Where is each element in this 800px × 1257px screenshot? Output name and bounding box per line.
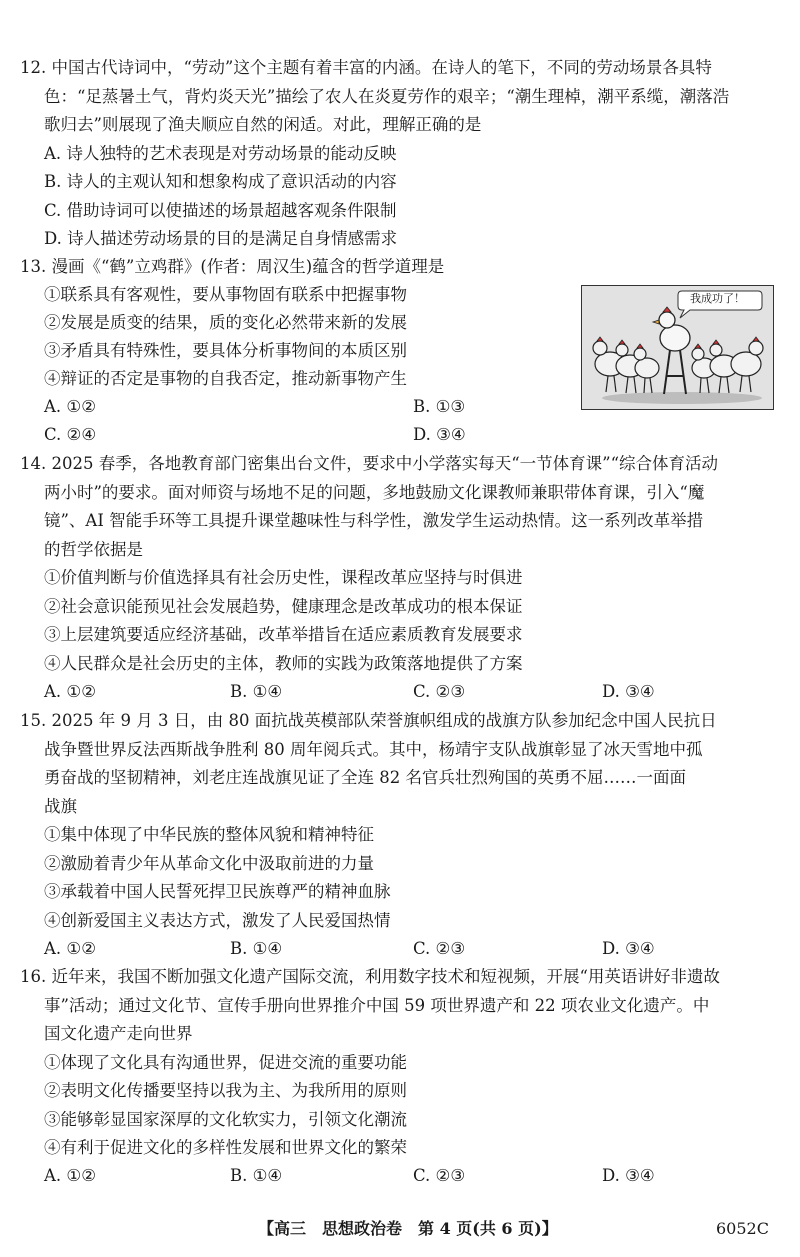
question-16-option-a[interactable]: A. ①② xyxy=(44,1166,96,1185)
question-13-option-b[interactable]: B. ①③ xyxy=(413,397,466,416)
question-16-stem-line-1: 16. 近年来，我国不断加强文化遗产国际交流，利用数字技术和短视频，开展“用英语讲好非遗故 xyxy=(20,967,720,986)
footer-page-label: 【高三 思想政治卷 第 4 页(共 6 页)】 xyxy=(258,1219,558,1238)
question-16-statement-4: ④有利于促进文化的多样性发展和世界文化的繁荣 xyxy=(44,1138,407,1157)
question-14-stem-line-1: 14. 2025 春季，各地教育部门密集出台文件，要求中小学落实每天“一节体育课”“综合体育活动 xyxy=(20,454,719,473)
question-14-option-c[interactable]: C. ②③ xyxy=(413,682,466,701)
question-12-option-d[interactable]: D. 诗人描述劳动场景的目的是满足自身情感需求 xyxy=(44,229,398,248)
question-14-option-b[interactable]: B. ①④ xyxy=(230,682,283,701)
question-12-option-c[interactable]: C. 借助诗词可以使描述的场景超越客观条件限制 xyxy=(44,201,397,220)
question-12-option-b[interactable]: B. 诗人的主观认知和想象构成了意识活动的内容 xyxy=(44,172,397,191)
question-12-stem-line-1: 12. 中国古代诗词中，“劳动”这个主题有着丰富的内涵。在诗人的笔下，不同的劳动场景各具特 xyxy=(20,58,712,77)
question-14-statement-1: ①价值判断与价值选择具有社会历史性，课程改革应坚持与时俱进 xyxy=(44,568,523,587)
question-15-statement-3: ③承载着中国人民誓死捍卫民族尊严的精神血脉 xyxy=(44,882,391,901)
cartoon-caption: 我成功了！ xyxy=(690,292,745,305)
question-14-statement-3: ③上层建筑要适应经济基础，改革举措旨在适应素质教育发展要求 xyxy=(44,625,523,644)
question-15-option-c[interactable]: C. ②③ xyxy=(413,939,466,958)
question-15-option-a[interactable]: A. ①② xyxy=(44,939,96,958)
question-15-statement-4: ④创新爱国主义表达方式，激发了人民爱国热情 xyxy=(44,911,391,930)
question-16-stem-line-3: 国文化遗产走向世界 xyxy=(44,1024,193,1043)
question-14-option-d[interactable]: D. ③④ xyxy=(602,682,655,701)
question-16-option-b[interactable]: B. ①④ xyxy=(230,1166,283,1185)
question-15-stem-line-3: 勇奋战的坚韧精神，刘老庄连战旗见证了全连 82 名官兵壮烈殉国的英勇不屈……一面面 xyxy=(44,768,686,787)
question-12-stem-line-3: 歌归去”则展现了渔夫顺应自然的闲适。对此，理解正确的是 xyxy=(44,115,482,134)
question-15-stem-line-2: 战争暨世界反法西斯战争胜利 80 周年阅兵式。其中，杨靖宇支队战旗彰显了冰天雪地中孤 xyxy=(44,740,703,759)
question-15-stem-line-1: 15. 2025 年 9 月 3 日，由 80 面抗战英模部队荣誉旗帜组成的战旗方队参加纪念中国人民抗日 xyxy=(20,711,717,730)
question-13-option-d[interactable]: D. ③④ xyxy=(413,425,466,444)
question-13-statement-3: ③矛盾具有特殊性，要具体分析事物间的本质区别 xyxy=(44,341,407,360)
question-13-statement-2: ②发展是质变的结果，质的变化必然带来新的发展 xyxy=(44,313,407,332)
question-14-stem-line-2: 两小时”的要求。面对师资与场地不足的问题，多地鼓励文化课教师兼职带体育课，引入“魔 xyxy=(44,483,705,502)
question-15-option-d[interactable]: D. ③④ xyxy=(602,939,655,958)
crane-among-chickens-cartoon xyxy=(581,285,774,410)
question-13-option-c[interactable]: C. ②④ xyxy=(44,425,97,444)
question-16-statement-2: ②表明文化传播要坚持以我为主、为我所用的原则 xyxy=(44,1081,407,1100)
question-13-statement-1: ①联系具有客观性，要从事物固有联系中把握事物 xyxy=(44,285,407,304)
question-16-option-c[interactable]: C. ②③ xyxy=(413,1166,466,1185)
question-16-statement-3: ③能够彰显国家深厚的文化软实力，引领文化潮流 xyxy=(44,1110,407,1129)
question-12-stem-line-2: 色：“足蒸暑土气，背灼炎天光”描绘了农人在炎夏劳作的艰辛；“潮生理棹，潮平系缆，潮落浩 xyxy=(44,87,730,106)
question-14-stem-line-4: 的哲学依据是 xyxy=(44,540,143,559)
question-14-statement-2: ②社会意识能预见社会发展趋势，健康理念是改革成功的根本保证 xyxy=(44,597,523,616)
question-14-statement-4: ④人民群众是社会历史的主体，教师的实践为政策落地提供了方案 xyxy=(44,654,523,673)
question-16-stem-line-2: 事”活动；通过文化节、宣传手册向世界推介中国 59 项世界遗产和 22 项农业文化遗产。中 xyxy=(44,996,710,1015)
footer-code: 6052C xyxy=(716,1219,769,1238)
question-12-option-a[interactable]: A. 诗人独特的艺术表现是对劳动场景的能动反映 xyxy=(44,144,397,163)
question-15-stem-line-4: 战旗 xyxy=(44,797,77,816)
question-15-statement-2: ②激励着青少年从革命文化中汲取前进的力量 xyxy=(44,854,374,873)
question-16-statement-1: ①体现了文化具有沟通世界，促进交流的重要功能 xyxy=(44,1053,407,1072)
question-13-option-a[interactable]: A. ①② xyxy=(44,397,96,416)
question-14-stem-line-3: 镜”、AI 智能手环等工具提升课堂趣味性与科学性，激发学生运动热情。这一系列改革举措 xyxy=(44,511,704,530)
question-14-option-a[interactable]: A. ①② xyxy=(44,682,96,701)
question-13-statement-4: ④辩证的否定是事物的自我否定，推动新事物产生 xyxy=(44,369,407,388)
question-16-option-d[interactable]: D. ③④ xyxy=(602,1166,655,1185)
question-15-statement-1: ①集中体现了中华民族的整体风貌和精神特征 xyxy=(44,825,374,844)
question-15-option-b[interactable]: B. ①④ xyxy=(230,939,283,958)
question-13-stem-line-1: 13. 漫画《“鹤”立鸡群》(作者：周汉生)蕴含的哲学道理是 xyxy=(20,257,445,276)
